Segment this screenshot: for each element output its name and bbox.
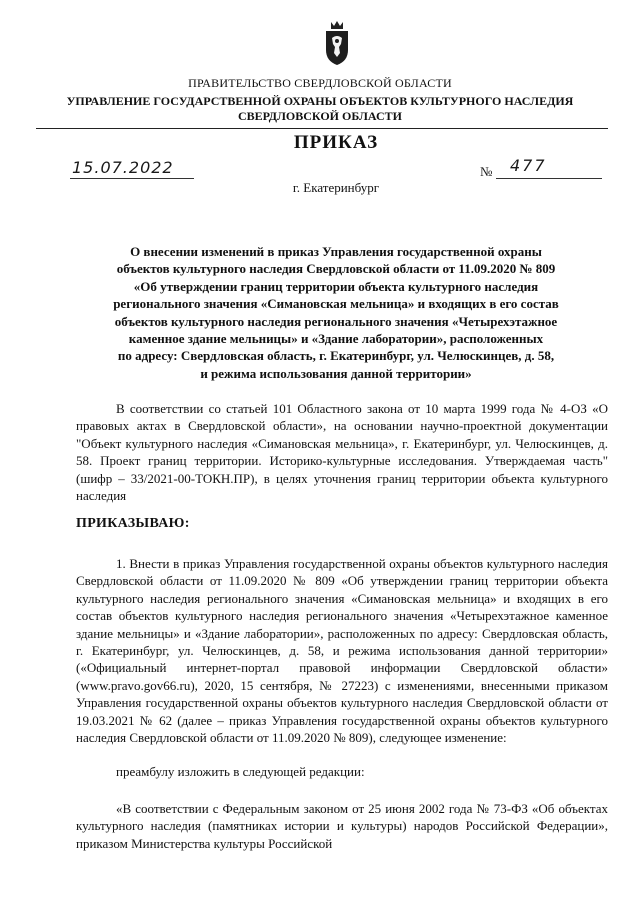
heading-line: объектов культурного наследия Свердловской области от 11.09.2020 № 809 xyxy=(116,261,556,277)
item-1-sub-paragraph xyxy=(76,763,608,780)
government-name: ПРАВИТЕЛЬСТВО СВЕРДЛОВСКОЙ ОБЛАСТИ xyxy=(188,76,452,90)
quote-text: «В соответствии с Федеральным законом от 25 июня 2002 года № 73-ФЗ «Об объектах культурного наследия (памятниках истории и культуры) народов Российской Федерации», приказом Министерства культуры Российской xyxy=(76,801,608,851)
heading-line: и режима использования данной территории» xyxy=(200,365,472,381)
heading-line: «Об утверждении границ территории объекта культурного наследия xyxy=(133,278,539,294)
department-name-line1: УПРАВЛЕНИЕ ГОСУДАРСТВЕННОЙ ОХРАНЫ ОБЪЕКТОВ КУЛЬТУРНОГО НАСЛЕДИЯ xyxy=(66,94,574,108)
heading-line: регионального значения «Симановская мельница» и входящих в его состав xyxy=(113,296,559,312)
preamble-paragraph xyxy=(76,400,608,504)
order-word: ПРИКАЗЫВАЮ: xyxy=(76,516,190,531)
quote-paragraph xyxy=(76,800,608,854)
date-underline xyxy=(70,178,194,179)
item-1-sub-text: преамбулу изложить в следующей редакции: xyxy=(116,764,365,779)
heading-line: по адресу: Свердловская область, г. Екатеринбург, ул. Челюскинцев, д. 58, xyxy=(117,348,555,364)
handwritten-date: 15.07.2022 xyxy=(72,158,174,177)
item-1-text: 1. Внести в приказ Управления государственной охраны объектов культурного наследия Свердловской области от 11.09.2020 № 809 «Об утверждении границ территории объекта культурного наследия регионального значения «Симановская мельница» и входящих в его состав объектов культурного наследия регионального значения «Четырехэтажное каменное здание мельницы» и «Здание лаборатории», расположенных по адресу: Свердловская область, г. Екатеринбург, ул. Челюскинцев, д. 58, и режима использования данной территории» («Официальный интернет-портал правовой информации Свердловской области» (www.pravo.gov66.ru), 2020, 15 сентября, № 27223) с изменениями, внесенными приказом Управления государственной охраны объектов культурного наследия Свердловской области от 19.03.2021 № 62 (далее – приказ Управления государственной охраны объектов культурного наследия Свердловской области от 11.09.2020 № 809), следующее изменение: xyxy=(76,556,608,746)
header-divider xyxy=(36,128,608,129)
number-underline xyxy=(496,178,602,179)
city: г. Екатеринбург xyxy=(292,180,380,195)
heading-line: О внесении изменений в приказ Управления государственной охраны xyxy=(130,244,542,259)
number-label: № xyxy=(480,164,493,179)
document-type-title: ПРИКАЗ xyxy=(293,132,379,153)
heading-line: каменное здание мельницы» и «Здание лаборатории», расположенных xyxy=(128,331,544,347)
heading-line: объектов культурного наследия регионального значения «Четырехэтажное xyxy=(114,313,558,329)
department-name-line2: СВЕРДЛОВСКОЙ ОБЛАСТИ xyxy=(238,109,402,123)
handwritten-number: 477 xyxy=(510,156,547,175)
order-heading xyxy=(60,243,612,382)
item-1-paragraph xyxy=(76,555,608,746)
coat-of-arms-icon xyxy=(322,20,352,66)
preamble-text: В соответствии со статьей 101 Областного закона от 10 марта 1999 года № 4-ОЗ «О правовых актах в Свердловской области», на основании научно-проектной документации "Объект культурного наследия «Симановская мельница», г. Екатеринбург, ул. Челюскинцев, д. 58. Проект границ территории. Историко-культурные исследования. Утверждаемая часть" (шифр – 33/2021-00-ТОКН.ПР), в целях уточнения границ территории объекта культурного наследия xyxy=(76,401,608,504)
